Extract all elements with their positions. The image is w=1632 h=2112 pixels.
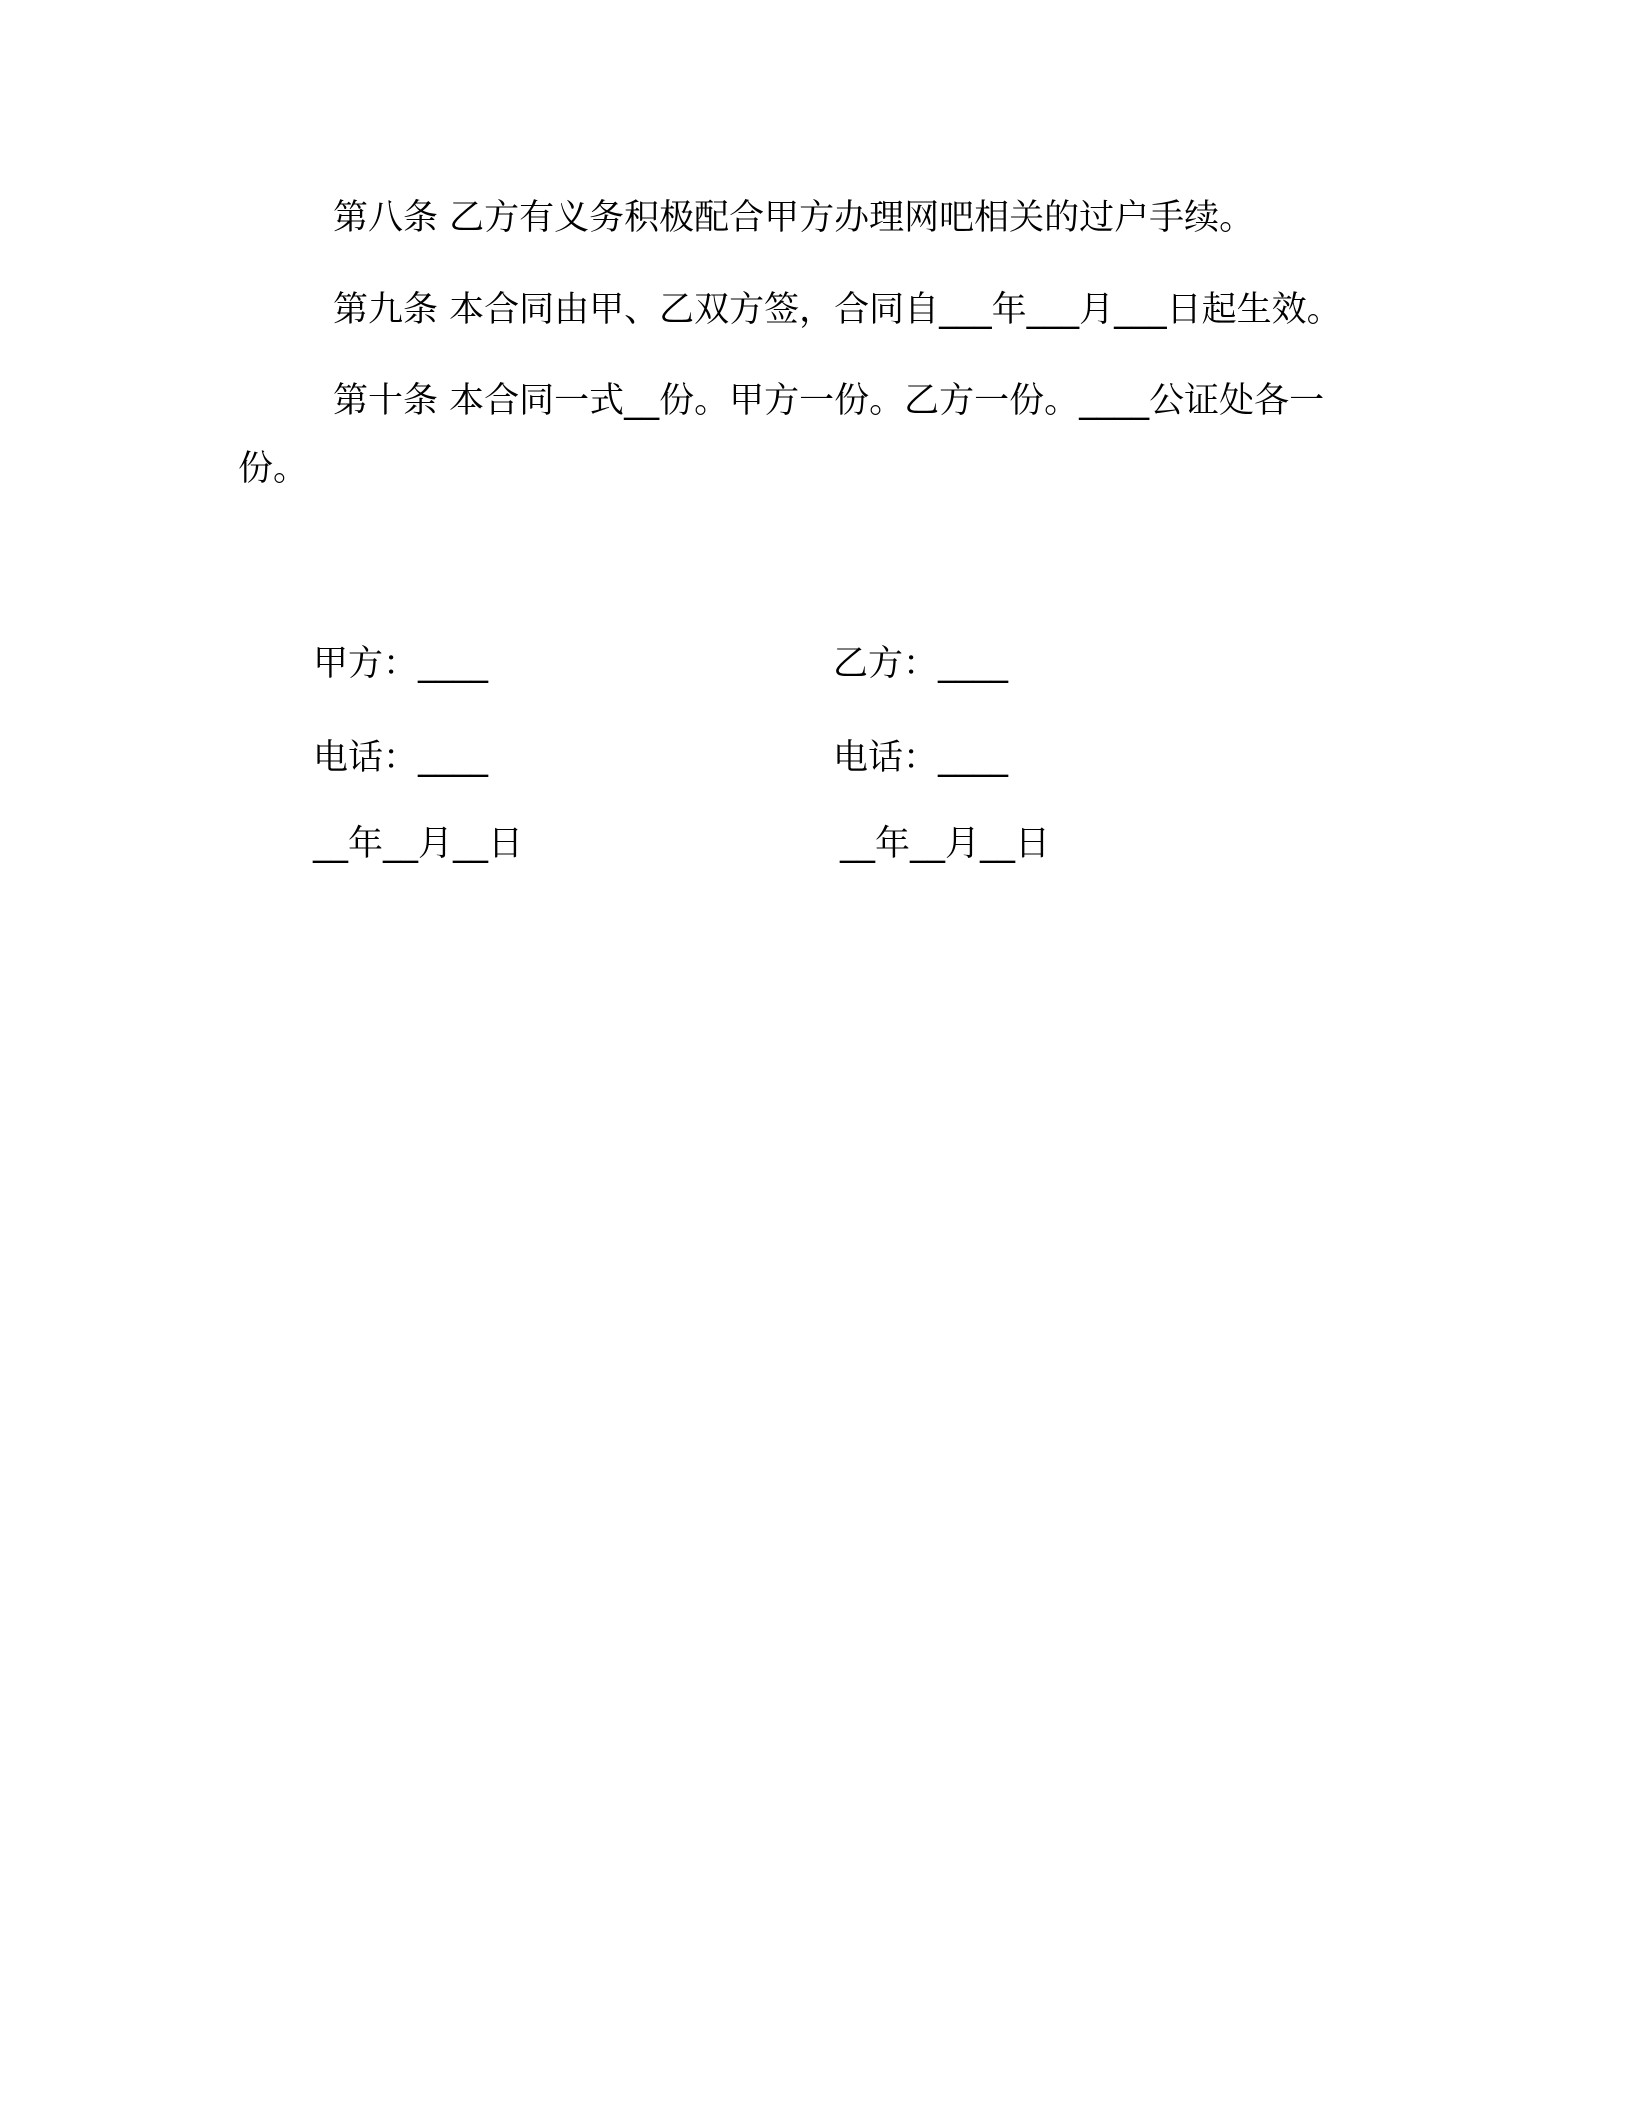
party-a-name-line: 甲方：____	[313, 644, 489, 684]
party-a-phone-line: 电话：____	[313, 738, 489, 778]
party-a-date-line: __年__月__日	[313, 824, 524, 864]
article-9: 第九条 本合同由甲、乙双方签，合同自___年___月___日起生效。	[333, 290, 1342, 330]
party-b-phone-line: 电话：____	[833, 738, 1009, 778]
party-b-name-line: 乙方：____	[833, 644, 1009, 684]
party-b-date-line: __年__月__日	[840, 824, 1051, 864]
article-8: 第八条 乙方有义务积极配合甲方办理网吧相关的过户手续。	[333, 198, 1255, 238]
article-10: 第十条 本合同一式__份。甲方一份。乙方一份。____公证处各一份。	[238, 381, 1325, 489]
